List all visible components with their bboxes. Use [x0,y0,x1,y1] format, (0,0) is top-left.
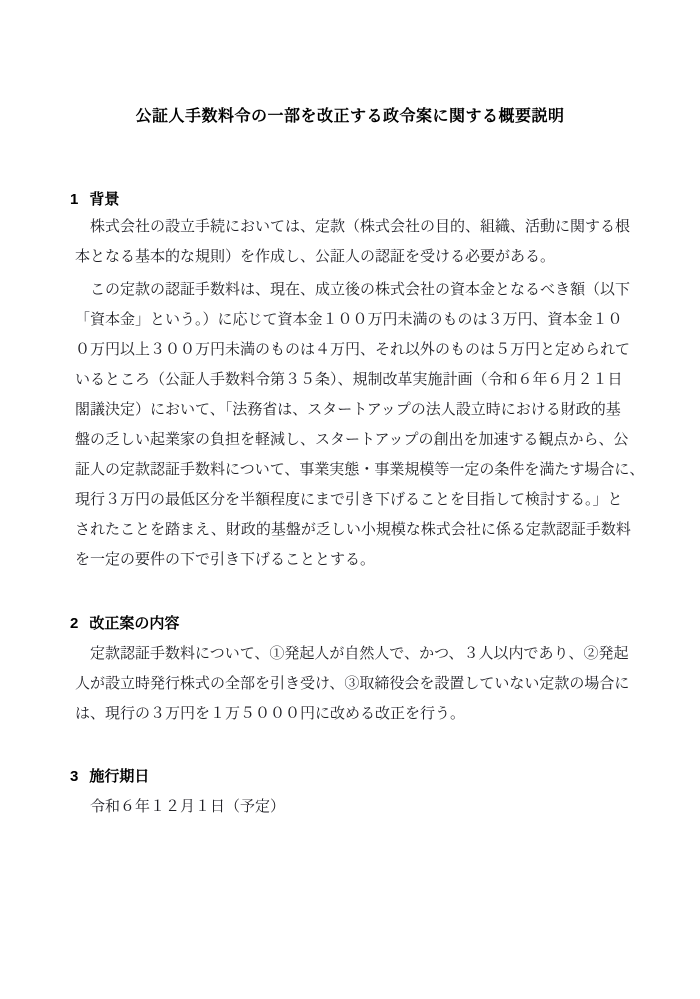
section-3-heading-label: 施行期日 [89,768,150,785]
text-line: 本となる基本的な規則）を作成し、公証人の認証を受ける必要がある。 [75,249,556,265]
document-title: 公証人手数料令の一部を改正する政令案に関する概要説明 [135,107,565,125]
section-2-heading-label: 改正案の内容 [89,615,180,632]
text-line: を一定の要件の下で引き下げることとする。 [75,552,376,568]
text-line: 人が設立時発行株式の全部を引き受け、③取締役会を設置していない定款の場合に [75,676,630,692]
section-3-number: 3 [70,768,79,785]
section-3-body [75,792,630,822]
text-line: 令和６年１２月１日（予定） [90,799,286,815]
text-line: されたことを踏まえ、財政的基盤が乏しい小規模な株式会社に係る定款認証手数料 [75,522,631,538]
section-2-heading [70,613,179,635]
text-line: 現行３万円の最低区分を半額程度にまで引き下げることを目指して検討する。」と [75,492,623,508]
text-line: 閣議決定）において、「法務省は、スタートアップの法人設立時における財政的基 [75,402,621,418]
text-line: ０万円以上３００万円未満のものは４万円、それ以外のものは５万円と定められて [75,342,631,358]
text-line: この定款の認証手数料は、現在、成立後の株式会社の資本金となるべき額（以下 [90,282,631,298]
text-line: 株式会社の設立手続においては、定款（株式会社の目的、組織、活動に関する根 [90,219,631,235]
section-3-heading [70,766,149,788]
section-1-body [75,212,645,575]
section-1-number: 1 [70,191,79,208]
section-2-number: 2 [70,615,79,632]
section-1-heading [70,189,119,211]
text-line: は、現行の３万円を１万５０００円に改める改正を行う。 [75,706,466,722]
text-line: 証人の定款認証手数料について、事業実態・事業規模等一定の条件を満たす場合に、 [75,462,645,478]
text-line: 「資本金」という。）に応じて資本金１００万円未満のものは３万円、資本金１０ [75,312,623,328]
text-line: 定款認証手数料について、①発起人が自然人で、かつ、３人以内であり、②発起 [90,646,629,662]
text-line: いるところ（公証人手数料令第３５条）、規制改革実施計画（令和６年６月２１日 [75,372,623,388]
text-line: 盤の乏しい起業家の負担を軽減し、スタートアップの創出を加速する観点から、公 [75,432,629,448]
section-1-heading-label: 背景 [89,191,120,208]
section-2-body [75,639,630,729]
